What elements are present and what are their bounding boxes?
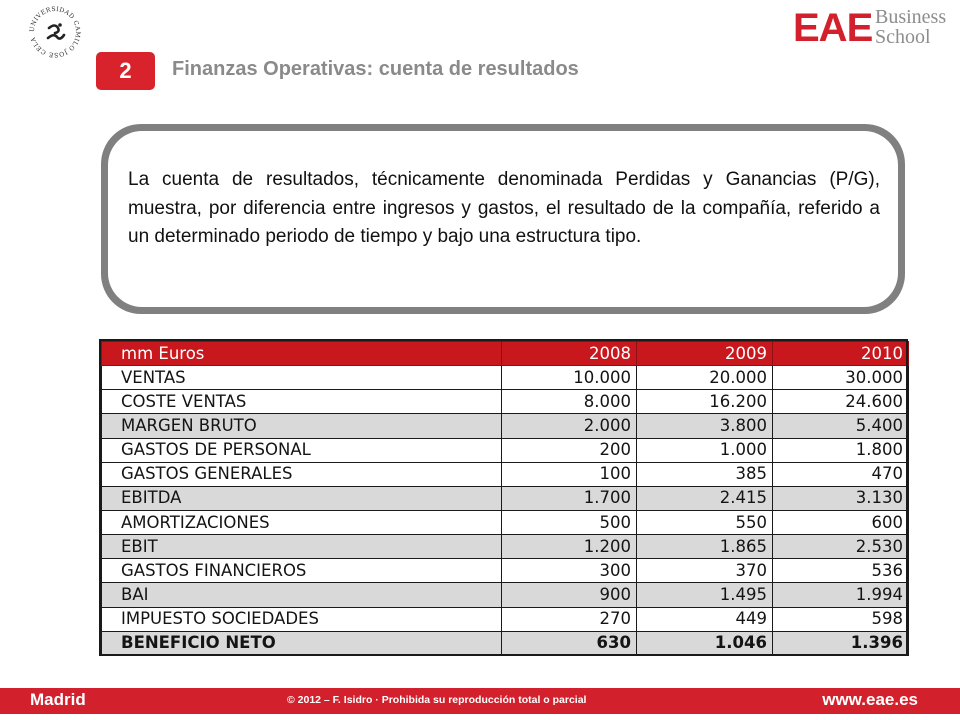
row-value-2010: 3.130 [773,486,909,510]
row-value-2010: 30.000 [773,366,909,390]
intro-paragraph: La cuenta de resultados, técnicamente denominada Perdidas y Ganancias (P/G), muestra, por diferencia entre ingresos y gastos, el resultado de la compañía, referido a un determinado periodo de tiempo y bajo una estructura tipo. [128,169,880,247]
row-value-2009: 1.000 [637,438,773,462]
row-value-2010: 2.530 [773,535,909,559]
row-value-2010: 24.600 [773,390,909,414]
table-row [102,438,909,462]
header-cell-2010: 2010 [773,342,909,366]
row-label: EBIT [102,535,502,559]
table-row [102,486,909,510]
row-value-2010: 600 [773,510,909,534]
eae-business-school-logo [793,4,953,50]
row-value-2008: 200 [502,438,637,462]
header-cell-2008: 2008 [502,342,637,366]
table-row [102,631,909,655]
row-label: BENEFICIO NETO [102,631,502,655]
row-value-2010: 1.396 [773,631,909,655]
row-value-2008: 2.000 [502,414,637,438]
row-label: GASTOS GENERALES [102,462,502,486]
intro-text-box-inner [108,131,898,307]
table-row [102,462,909,486]
row-value-2008: 500 [502,510,637,534]
intro-text-box [101,124,905,314]
section-title: Finanzas Operativas: cuenta de resultados [172,58,579,80]
row-label: AMORTIZACIONES [102,510,502,534]
row-value-2009: 3.800 [637,414,773,438]
eae-logo-line1: Business [875,6,947,28]
row-value-2008: 100 [502,462,637,486]
row-label: GASTOS DE PERSONAL [102,438,502,462]
row-value-2009: 449 [637,607,773,631]
eae-logo-line2: School [875,26,931,48]
row-value-2010: 598 [773,607,909,631]
row-value-2010: 5.400 [773,414,909,438]
footer-copyright: © 2012 – F. Isidro · Prohibida su reproducción total o parcial [287,694,587,706]
income-statement-body [102,342,909,656]
row-value-2009: 1.865 [637,535,773,559]
row-label: MARGEN BRUTO [102,414,502,438]
section-number-badge: 2 [96,52,155,90]
university-seal-logo [22,6,88,58]
header-cell-unit: mm Euros [102,342,502,366]
table-row [102,366,909,390]
row-value-2008: 10.000 [502,366,637,390]
row-value-2009: 1.046 [637,631,773,655]
footer-location: Madrid [30,690,86,709]
row-value-2010: 1.800 [773,438,909,462]
row-label: IMPUESTO SOCIEDADES [102,607,502,631]
row-value-2010: 536 [773,559,909,583]
row-value-2009: 370 [637,559,773,583]
row-value-2008: 300 [502,559,637,583]
svg-text:UNIVERSIDAD CAMILO JOSÉ CELA: UNIVERSIDAD CAMILO JOSÉ CELA [28,6,82,58]
footer-bar [0,688,960,714]
table-row [102,510,909,534]
row-value-2010: 1.994 [773,583,909,607]
row-value-2009: 16.200 [637,390,773,414]
table-row [102,414,909,438]
footer-website-link[interactable]: www.eae.es [822,690,918,709]
row-value-2008: 8.000 [502,390,637,414]
row-value-2009: 20.000 [637,366,773,390]
table-row [102,559,909,583]
row-value-2009: 550 [637,510,773,534]
row-value-2009: 2.415 [637,486,773,510]
header-cell-2009: 2009 [637,342,773,366]
table-row [102,535,909,559]
row-value-2009: 385 [637,462,773,486]
row-value-2008: 270 [502,607,637,631]
row-value-2010: 470 [773,462,909,486]
eae-logo-mark: EAE [793,6,873,50]
row-label: GASTOS FINANCIEROS [102,559,502,583]
row-value-2008: 900 [502,583,637,607]
row-value-2008: 1.700 [502,486,637,510]
row-label: EBITDA [102,486,502,510]
row-value-2008: 1.200 [502,535,637,559]
row-label: BAI [102,583,502,607]
table-row [102,583,909,607]
table-row [102,390,909,414]
row-label: COSTE VENTAS [102,390,502,414]
table-header-row [102,342,909,366]
table-row [102,607,909,631]
row-value-2008: 630 [502,631,637,655]
row-value-2009: 1.495 [637,583,773,607]
income-statement-table [101,341,909,656]
row-label: VENTAS [102,366,502,390]
